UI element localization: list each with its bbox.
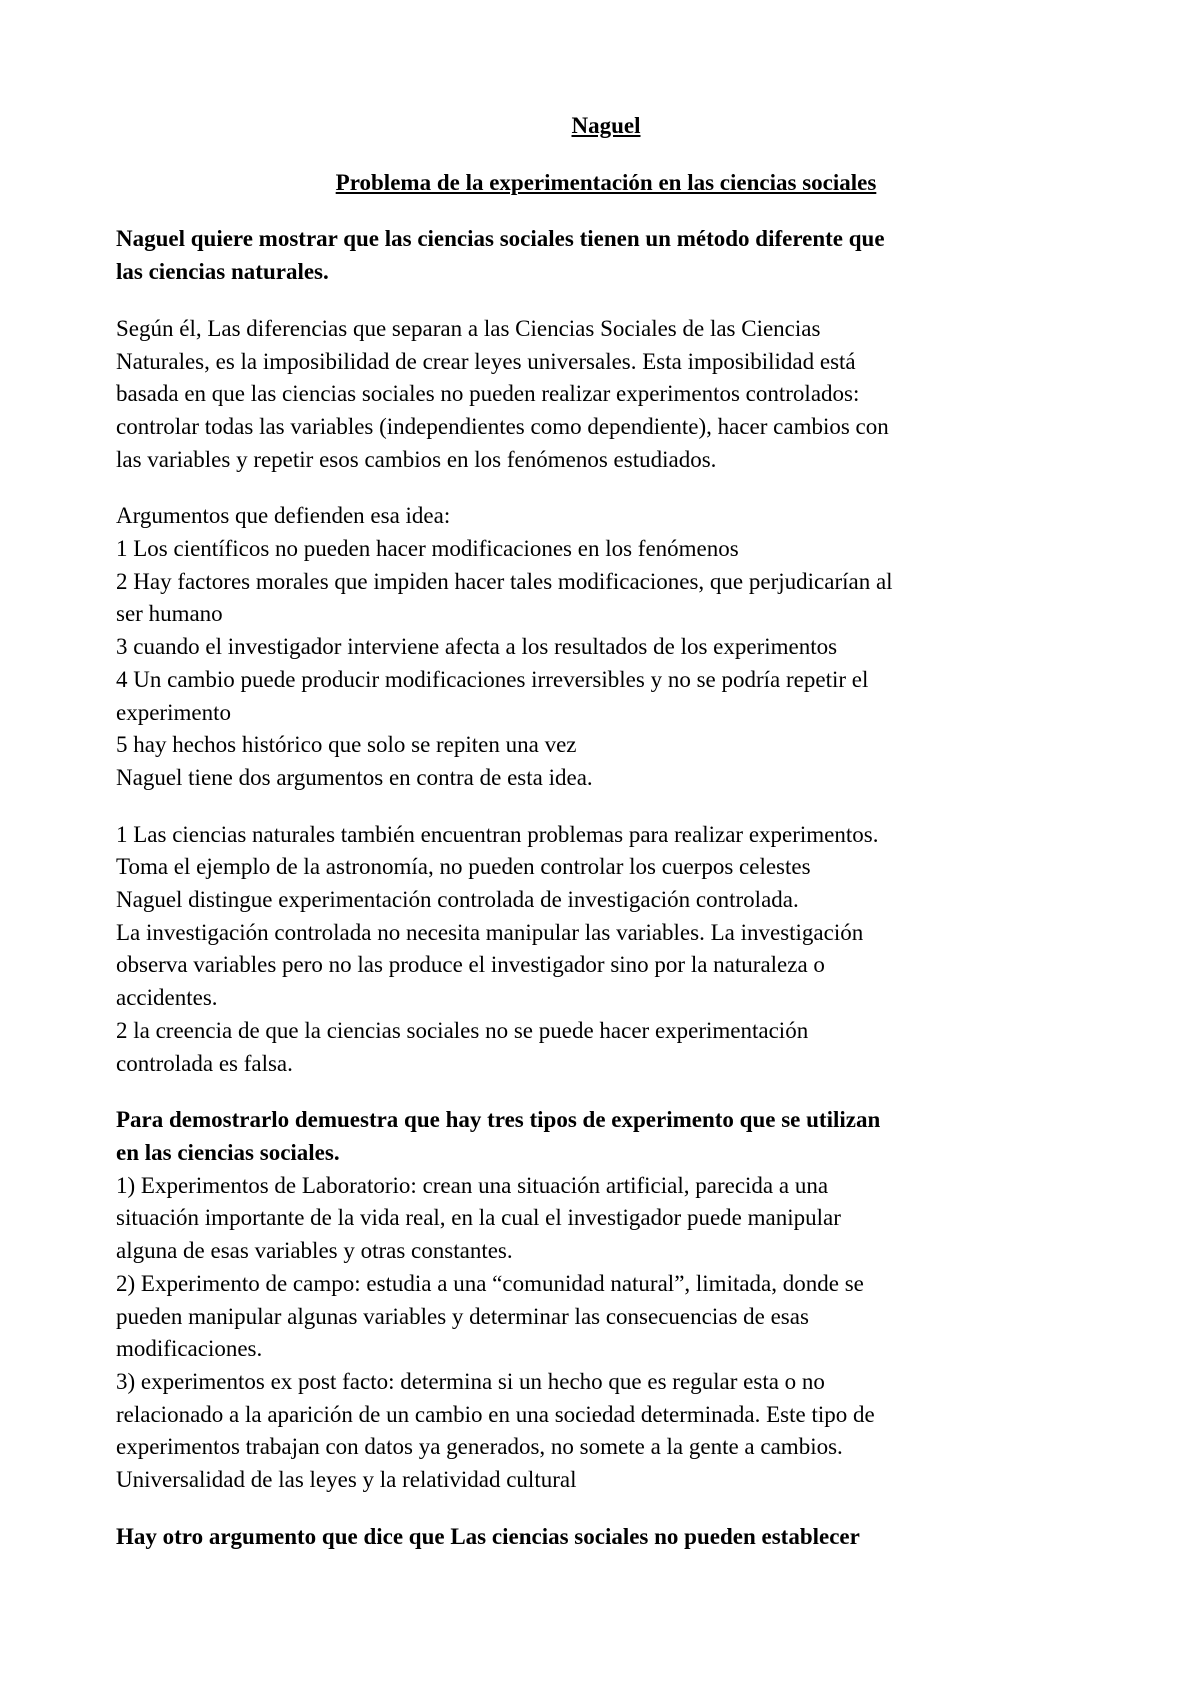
text-line: 1) Experimentos de Laboratorio: crean una situación artificial, parecida a una [116,1172,829,1198]
text-line: Naguel quiere mostrar que las ciencias sociales tienen un método diferente que [116,226,885,252]
text-line: basada en que las ciencias sociales no pueden realizar experimentos controlados: [116,381,860,407]
text-line: Universalidad de las leyes y la relatividad cultural [116,1467,577,1493]
section-heading-line: en las ciencias sociales. [116,1139,340,1165]
text-line: 3 cuando el investigador interviene afecta a los resultados de los experimentos [116,634,838,660]
text-line: accidentes. [116,985,218,1011]
text-line: ser humano [116,601,223,627]
text-line: 1 Los científicos no pueden hacer modificaciones en los fenómenos [116,536,739,562]
text-line: controlada es falsa. [116,1050,293,1076]
document-page [116,110,1096,1553]
paragraph-differences [116,313,1096,477]
section-heading-line: Para demostrarlo demuestra que hay tres tipos de experimento que se utilizan [116,1107,881,1133]
final-paragraph [116,1521,1096,1554]
text-line: 2 Hay factores morales que impiden hacer tales modificaciones, que perjudicarían al [116,568,893,594]
text-line: alguna de esas variables y otras constantes. [116,1238,513,1264]
document-title: Naguel [571,113,641,138]
paragraph-arguments [116,500,1096,794]
text-line: 2 la creencia de que la ciencias sociales no se puede hacer experimentación [116,1017,809,1043]
text-line: 5 hay hechos histórico que solo se repiten una vez [116,732,577,758]
text-line: 4 Un cambio puede producir modificaciones irreversibles y no se podría repetir el [116,666,869,692]
text-line: las ciencias naturales. [116,259,329,285]
text-line: Según él, Las diferencias que separan a las Ciencias Sociales de las Ciencias [116,315,821,341]
text-line: Naguel distingue experimentación controlada de investigación controlada. [116,887,799,913]
text-line: controlar todas las variables (independientes como dependiente), hacer cambios con [116,413,889,439]
text-line: pueden manipular algunas variables y determinar las consecuencias de esas [116,1303,809,1329]
intro-paragraph [116,223,1096,288]
text-line: Argumentos que defienden esa idea: [116,503,451,529]
text-line: 1 Las ciencias naturales también encuentran problemas para realizar experimentos. [116,821,879,847]
text-line: las variables y repetir esos cambios en los fenómenos estudiados. [116,446,717,472]
text-line: experimento [116,699,231,725]
text-line: observa variables pero no las produce el investigador sino por la naturaleza o [116,952,825,978]
paragraph-counterarguments [116,819,1096,1081]
text-line: Naturales, es la imposibilidad de crear leyes universales. Esta imposibilidad está [116,348,856,374]
paragraph-experiment-types [116,1104,1096,1496]
text-line: 2) Experimento de campo: estudia a una “comunidad natural”, limitada, donde se [116,1270,864,1296]
text-line: Toma el ejemplo de la astronomía, no pueden controlar los cuerpos celestes [116,854,811,880]
text-line: Hay otro argumento que dice que Las ciencias sociales no pueden establecer [116,1523,860,1549]
text-line: 3) experimentos ex post facto: determina si un hecho que es regular esta o no [116,1368,825,1394]
text-line: situación importante de la vida real, en la cual el investigador puede manipular [116,1205,841,1231]
text-line: experimentos trabajan con datos ya generados, no somete a la gente a cambios. [116,1434,843,1460]
text-line: La investigación controlada no necesita manipular las variables. La investigación [116,919,864,945]
text-line: Naguel tiene dos argumentos en contra de esta idea. [116,764,593,790]
text-line: modificaciones. [116,1336,263,1362]
text-line: relacionado a la aparición de un cambio en una sociedad determinada. Este tipo de [116,1401,875,1427]
document-subtitle: Problema de la experimentación en las ciencias sociales [335,169,877,195]
